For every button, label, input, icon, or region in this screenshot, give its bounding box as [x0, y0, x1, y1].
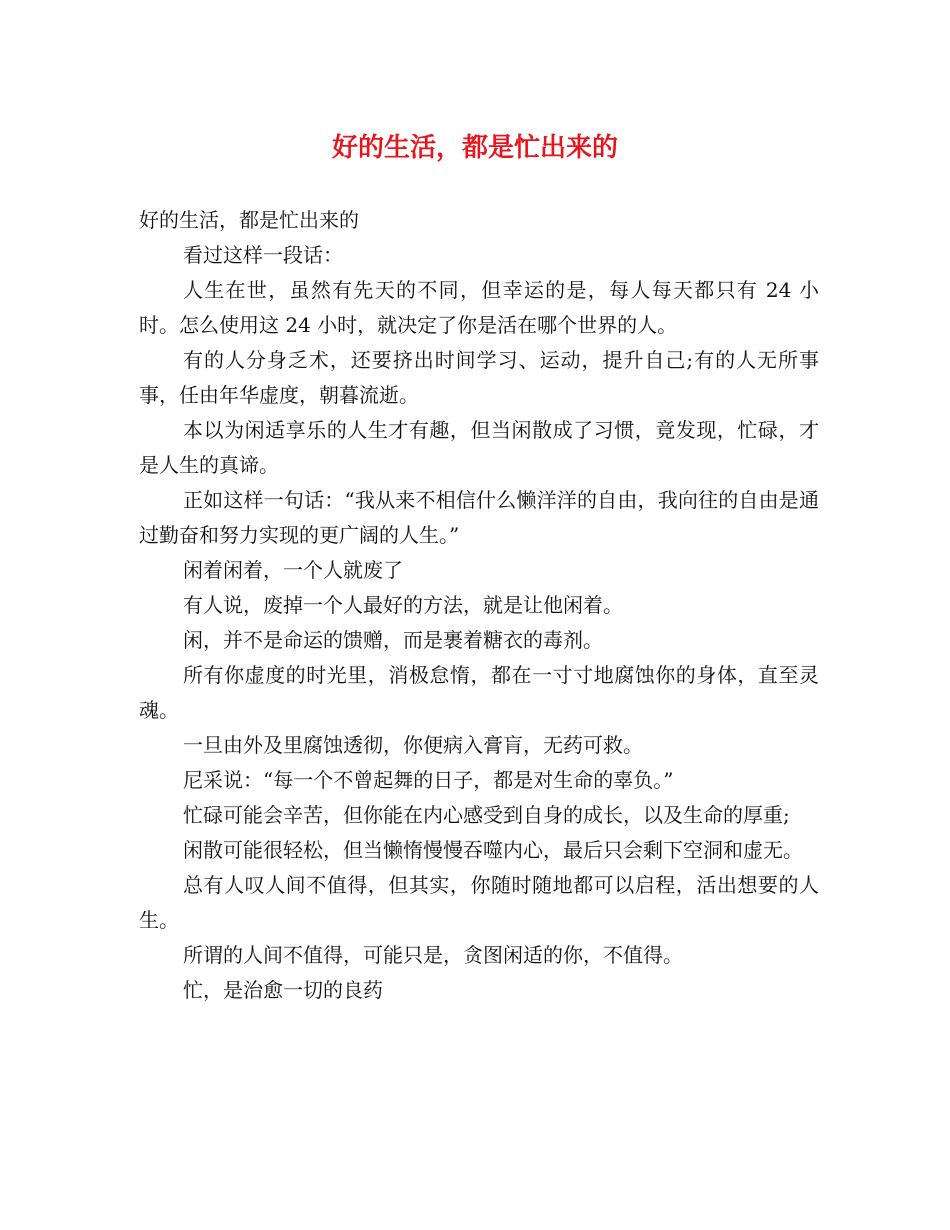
- paragraph: 一旦由外及里腐蚀透彻，你便病入膏肓，无药可救。: [183, 733, 643, 757]
- paragraph: 看过这样一段话：: [183, 243, 343, 267]
- paragraph: 总有人叹人间不值得，但其实，你随时随地都可以启程，活出想要的人生。: [139, 873, 819, 932]
- paragraph: 人生在世，虽然有先天的不同，但幸运的是，每人每天都只有 24 小时。怎么使用这 24 小时，就决定了你是活在哪个世界的人。: [139, 278, 819, 337]
- document-body: [139, 203, 819, 1008]
- paragraph: 闲着闲着，一个人就废了: [183, 558, 403, 582]
- document-title: 好的生活，都是忙出来的: [331, 133, 618, 163]
- paragraph: 尼采说：“每一个不曾起舞的日子，都是对生命的辜负。”: [183, 768, 674, 792]
- paragraph: 闲散可能很轻松，但当懒惰慢慢吞噬内心，最后只会剩下空洞和虚无。: [183, 838, 803, 862]
- paragraph: 有人说，废掉一个人最好的方法，就是让他闲着。: [183, 593, 623, 617]
- paragraph: 所有你虚度的时光里，消极怠惰，都在一寸寸地腐蚀你的身体，直至灵魂。: [139, 663, 819, 722]
- paragraph: 有的人分身乏术，还要挤出时间学习、运动，提升自己;有的人无所事事，任由年华虚度，朝暮流逝。: [139, 348, 819, 407]
- paragraph: 所谓的人间不值得，可能只是，贪图闲适的你，不值得。: [183, 943, 683, 967]
- paragraph: 忙，是治愈一切的良药: [183, 978, 383, 1002]
- paragraph: 忙碌可能会辛苦，但你能在内心感受到自身的成长，以及生命的厚重;: [183, 803, 790, 827]
- paragraph: 闲，并不是命运的馈赠，而是裹着糖衣的毒剂。: [183, 628, 603, 652]
- paragraph: 正如这样一句话：“我从来不相信什么懒洋洋的自由，我向往的自由是通过勤奋和努力实现的更广阔的人生。”: [139, 488, 819, 547]
- paragraph: 好的生活，都是忙出来的: [139, 208, 359, 232]
- paragraph: 本以为闲适享乐的人生才有趣，但当闲散成了习惯，竟发现，忙碌，才是人生的真谛。: [139, 418, 819, 477]
